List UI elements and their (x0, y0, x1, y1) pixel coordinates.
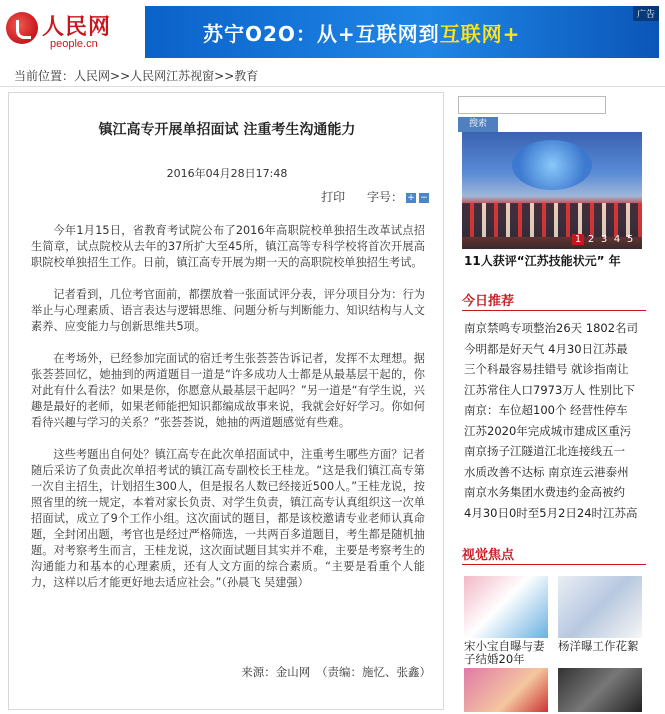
top-header (0, 0, 665, 62)
photo-pager-dot[interactable]: 5 (626, 234, 634, 245)
logo-text: 人民网 (42, 14, 112, 40)
news-item[interactable]: 4月30日0时至5月2日24时江苏高 (464, 505, 638, 520)
article-body (31, 223, 425, 607)
article-panel (8, 92, 444, 710)
photo-pager-dot[interactable]: 4 (613, 234, 621, 245)
news-item[interactable]: 南京水务集团水费违约金高被约 (464, 485, 625, 499)
breadcrumb-prefix: 当前位置： (14, 69, 75, 83)
banner-text-part2: +互联网到 (337, 22, 440, 46)
news-item[interactable]: 江苏2020年完成城市建成区重污 (464, 423, 632, 438)
search-button[interactable]: 搜索 (458, 117, 498, 132)
banner-text (203, 18, 520, 47)
news-item[interactable]: 今明都是好天气 4月30日江苏最 (464, 341, 628, 356)
header-divider (0, 86, 665, 87)
fontsize-label (367, 190, 429, 204)
article-paragraph: 这些考题出自何处？镇江高专在此次单招面试中，注重考生哪些方面？记者随后采访了负责此次单招考试的镇江高专副校长王桂龙。“这是我们镇江高专第一次自主招生，计划招生300人，但是报名人数已经接近500人。”王桂龙说，按照省里的统一规定，本着对家长负责、对学生负责，镇江高专认真组织这一次单招面试，成立了9个工作小组。这次面试的题目，都是该校邀请专业老师认真命题，全封闭出题，考官也是经过严格筛选，一共两百多道题目，考生都是随机抽题。对考察考生而言，王桂龙说，这次面试题目其实并不难，主要是考察考生的沟通能力和基本的心理素质，还有人文方面的综合素质。“主要是看重个人能力，这样以后才能更好地去适应社会。”（孙晨飞 吴建强） (31, 448, 425, 589)
sidebar (458, 92, 658, 712)
article-tools (303, 188, 429, 205)
article-paragraph: 在考场外，已经参加完面试的宿迁考生张荟荟告诉记者，发挥不太理想。据张荟荟回忆，她抽到的两道题目一道是“许多成功人士都是从最基层干起的，你对此有什么看法？如果是你，你愿意从最基层干起吗？”另一道是“有学生说，兴趣是最好的老师，如果老师能把知识都编成故事来说，我就会好好学习。你如何看待兴趣与学习的关系？”张荟荟说，她抽的两道题感觉有些难。 (31, 352, 425, 429)
people-logo[interactable] (6, 8, 126, 54)
featured-photo-caption[interactable]: 11人获评“江苏技能状元” 年 (464, 254, 621, 268)
news-item[interactable]: 南京禁鸣专项整治26天 1802名司 (464, 321, 639, 335)
article-paragraph: 今年1月15日，省教育考试院公布了2016年高职院校单独招生改革试点招生简章，试点院校从去年的37所扩大至45所，镇江高等专科学校将首次开展高职院校单独招生工作。日前，镇江高专开展为期一天的高职院校单独招生考试。 (31, 224, 425, 269)
thumbnail-image[interactable] (464, 668, 548, 712)
photo-stage-graphic (512, 140, 592, 190)
banner-text-highlight: 互联网+ (439, 22, 521, 46)
breadcrumb (14, 67, 258, 84)
photo-pager-dot[interactable]: 3 (600, 234, 608, 245)
ad-banner[interactable] (145, 6, 659, 58)
breadcrumb-separator: >> (214, 69, 235, 83)
today-recommend-divider (462, 310, 646, 311)
news-item[interactable]: 水质改善不达标 南京连云港泰州 (464, 464, 629, 479)
people-logo-icon (6, 12, 38, 44)
thumbnail-image[interactable] (464, 576, 548, 638)
ad-tag: 广告 (633, 6, 659, 21)
fontsize-label-text: 字号： (366, 190, 403, 204)
today-news-list (464, 318, 648, 523)
news-item[interactable]: 南京：车位超100个 经营性停车 (464, 403, 628, 417)
photo-pager-dot[interactable]: 2 (587, 234, 595, 245)
search-input[interactable] (458, 96, 606, 114)
thumbnail-image[interactable] (558, 576, 642, 638)
zoom-out-icon[interactable]: − (420, 192, 428, 203)
news-item[interactable]: 江苏常住人口7973万人 性别比下 (464, 382, 635, 397)
photo-pager (571, 234, 636, 245)
visual-focus-divider (462, 564, 646, 565)
article-paragraph: 记者看到，几位考官面前，都摆放着一张面试评分表，评分项目分为：行为举止与心理素质、语言表达与逻辑思维、问题分析与判断能力、知识结构与人文素养、应变能力与创新思维共5项。 (31, 288, 425, 333)
photo-people-graphic (462, 203, 642, 237)
thumbnail-caption[interactable]: 杨洋曝工作花絮 (558, 639, 639, 653)
thumbnail-caption[interactable]: 宋小宝自曝与妻子结婚20年 (464, 639, 545, 666)
zoom-in-icon[interactable]: + (407, 192, 415, 203)
photo-pager-dot[interactable]: 1 (572, 234, 584, 245)
breadcrumb-item-people[interactable]: 人民网 (74, 69, 111, 83)
banner-text-part1: 苏宁O2O：从 (203, 22, 338, 46)
news-item[interactable]: 南京扬子江隧道江北连接线五一 (464, 444, 625, 458)
thumbnail-image[interactable] (558, 668, 642, 712)
article-source: 来源：金山网 （责编：施忆、张鑫） (241, 665, 431, 679)
article-datetime: 2016年04月28日17:48 (166, 167, 288, 180)
visual-focus-title: 视觉焦点 (462, 548, 515, 563)
logo-subtitle: people.cn (50, 38, 98, 50)
featured-photo[interactable] (462, 132, 642, 249)
breadcrumb-item-education[interactable]: 教育 (234, 69, 259, 83)
breadcrumb-item-jiangsu[interactable]: 人民网江苏视窗 (130, 69, 215, 83)
today-recommend-title: 今日推荐 (462, 294, 515, 309)
article-title: 镇江高专开展单招面试 注重考生沟通能力 (98, 122, 356, 138)
print-button[interactable]: 打印 (321, 190, 346, 204)
breadcrumb-separator: >> (110, 69, 131, 83)
news-item[interactable]: 三个科最容易挂错号 就诊指南让 (464, 362, 629, 376)
